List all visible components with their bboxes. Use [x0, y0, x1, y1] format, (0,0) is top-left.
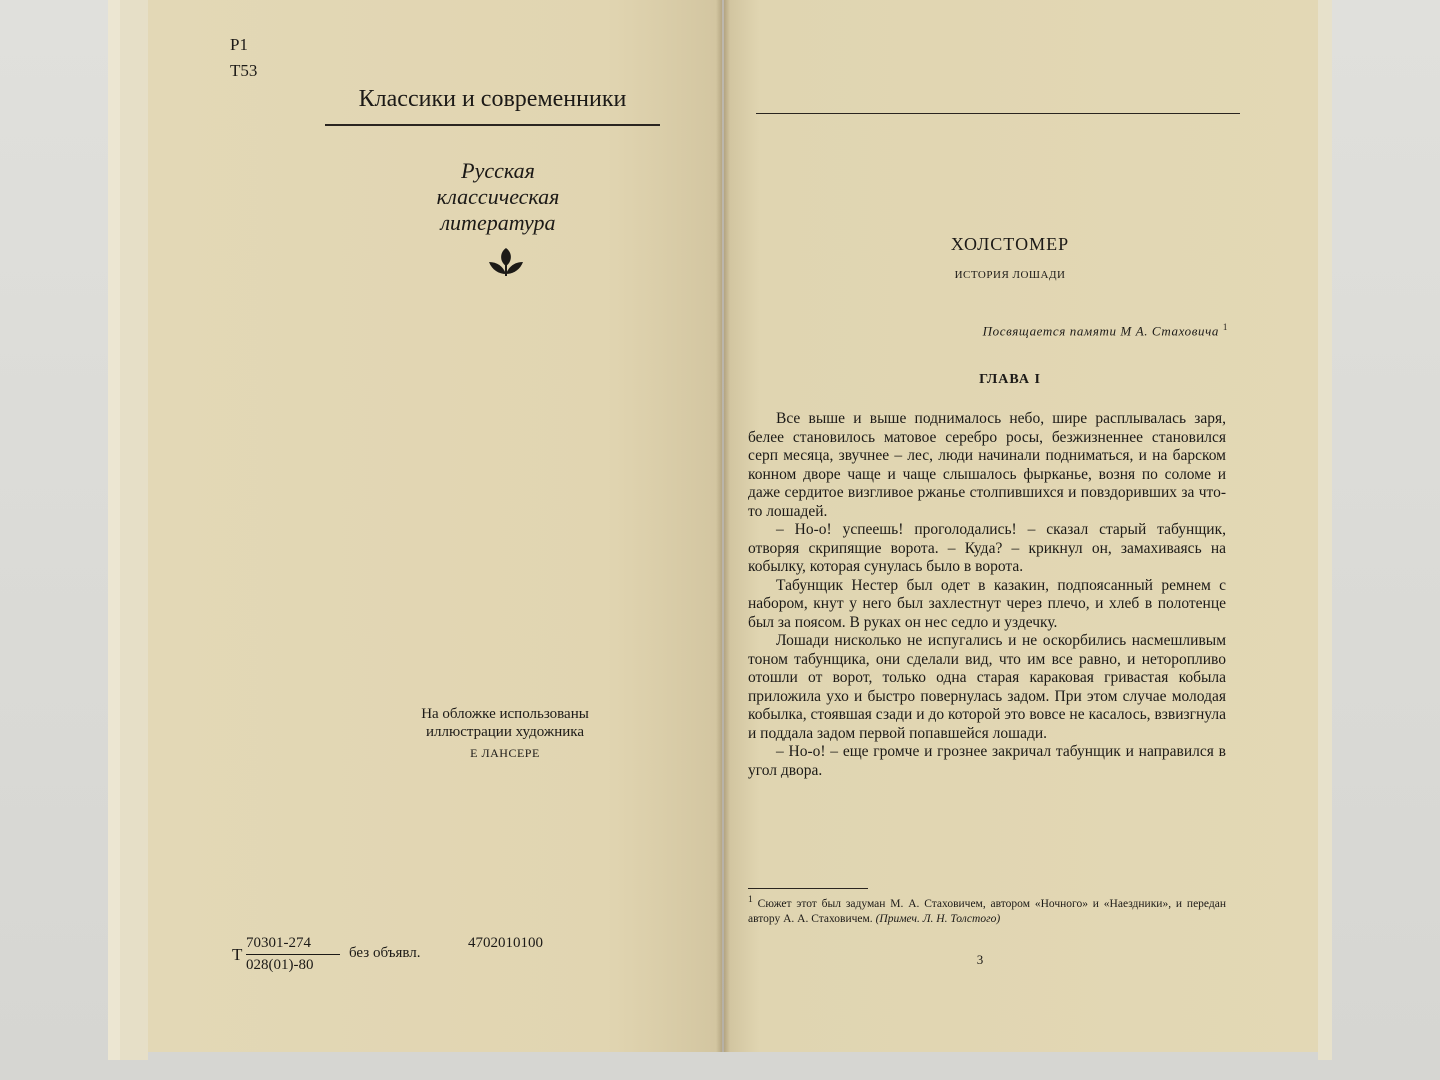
- catalog-code-1: Р1: [230, 35, 248, 54]
- subseries-line-1: Русская: [461, 158, 535, 183]
- footnote-text: Сюжет этот был задуман М. А. Стаховичем, автором «Ночного» и «Наездники», и передан автору А. А. Стаховичем.: [748, 897, 1226, 925]
- story-subtitle: ИСТОРИЯ ЛОШАДИ: [954, 269, 1066, 281]
- dedication-note-mark: 1: [1222, 322, 1228, 332]
- cover-credit-line-1: На обложке использованы: [421, 706, 589, 722]
- paragraph: Все выше и выше поднималось небо, шире расплывалась заря, белее становилось матовое серебро росы, безжизненнее становился серп месяца, звучнее – лес, люди начинали подниматься, и на барском конном дворе чаще и чаще слышалось фырканье, возня по соломе и даже сердитое визгливое ржанье столпившихся и повздоривших за что-то лошадей.: [748, 410, 1226, 520]
- leaf-emblem-icon: [486, 244, 526, 278]
- story-title: ХОЛСТОМЕР: [950, 234, 1070, 254]
- cover-credit: [365, 705, 645, 741]
- page-number: 3: [976, 952, 984, 967]
- paragraph: – Но-о! – еще громче и грознее закричал табунщик и направился в угол двора.: [748, 743, 1226, 779]
- artist-name: Е ЛАНСЕРЕ: [470, 746, 540, 760]
- book-page-stack-left: [120, 0, 148, 1060]
- series-title: Классики и современники: [358, 86, 627, 112]
- subseries-title: [428, 158, 568, 236]
- story-text: [748, 410, 1226, 780]
- imprint-fraction-bar: [246, 954, 340, 955]
- series-rule: [325, 124, 660, 126]
- dedication: [760, 322, 1228, 339]
- subseries-line-2: классическая: [436, 184, 560, 209]
- catalog-code-2: Т53: [230, 61, 258, 80]
- chapter-heading: ГЛАВА I: [979, 372, 1041, 387]
- paragraph: Табунщик Нестер был одет в казакин, подпоясанный ремнем с набором, кнут у него был захлестнут через плечо, и хлеб в полотенце был за поясом. В руках он нес седло и уздечку.: [748, 576, 1226, 631]
- book-cover-edge: [108, 0, 120, 1060]
- dedication-text: Посвящается памяти М А. Стаховича: [982, 323, 1220, 339]
- paragraph: Лошади нисколько не испугались и не оскорбились насмешливым тоном табунщика, они сделали вид, что им все равно, и неторопливо отошли от ворот, только одна старая караковая гривастая кобыла приложила ухо и быстро повернулась задом. При этом случае молодая кобылка, стоявшая сзади и до которой это вовсе не касалось, взвизгнула и поддала задом первой попавшейся лошади.: [748, 632, 1226, 742]
- subseries-line-3: литература: [440, 210, 556, 235]
- imprint-code-bottom: 028(01)-80: [246, 957, 314, 973]
- book-gutter: [716, 0, 730, 1052]
- cover-credit-line-2: иллюстрации художника: [426, 724, 584, 740]
- book-page-stack-right: [1318, 0, 1332, 1060]
- footnote-attribution: (Примеч. Л. Н. Толстого): [875, 912, 1001, 925]
- catalog-codes: [230, 32, 257, 84]
- header-rule: [756, 113, 1240, 114]
- imprint-letter: Т: [232, 945, 243, 964]
- imprint-note: без объявл.: [349, 945, 421, 961]
- imprint-number: 4702010100: [468, 935, 543, 951]
- imprint-code-top: 70301-274: [246, 935, 311, 951]
- footnote-rule: [748, 888, 868, 889]
- footnote: [748, 892, 1226, 927]
- footnote-mark: 1: [748, 894, 753, 905]
- paragraph: – Но-о! успеешь! проголодались! – сказал старый табунщик, отворяя скрипящие ворота. – Куда? – крикнул он, замахиваясь на кобылку, которая сунулась было в ворота.: [748, 521, 1226, 575]
